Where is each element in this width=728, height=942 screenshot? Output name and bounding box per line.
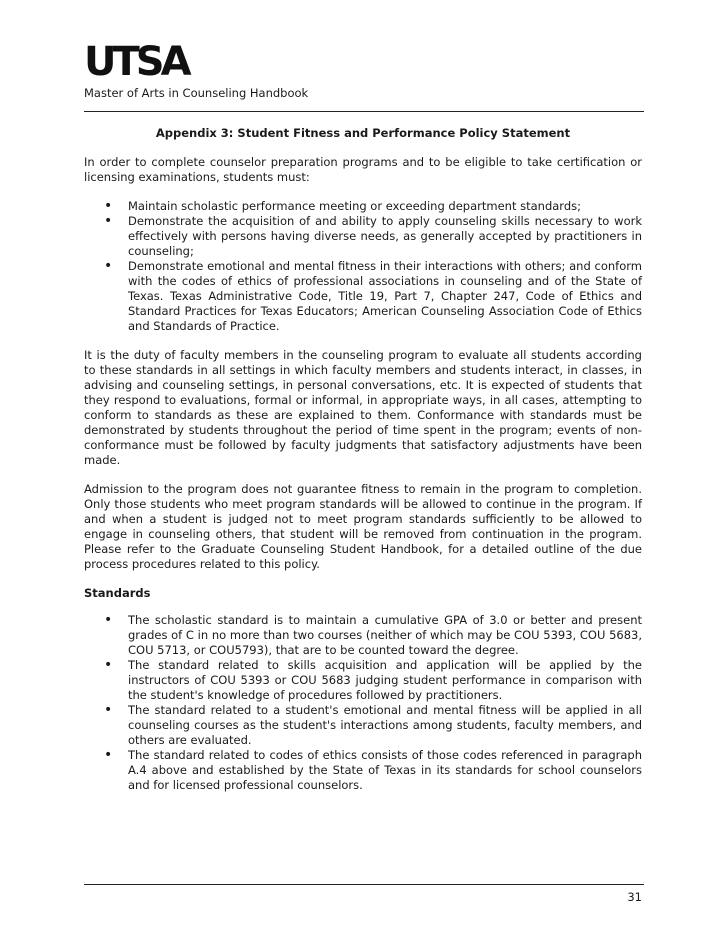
standards-list: [84, 613, 642, 793]
list-item: • The scholastic standard is to maintain a cumulative GPA of 3.0 or better and present grades of C in no more than two courses (neither of which may be COU 5393, COU 5683, COU 5713, or COU5793), that are to be counted toward the degree.: [84, 613, 642, 658]
handbook-subtitle: Master of Arts in Counseling Handbook: [84, 86, 309, 100]
list-item: • Maintain scholastic performance meeting or exceeding department standards;: [84, 199, 642, 214]
admission-paragraph: Admission to the program does not guarantee fitness to remain in the program to completion. Only those students who meet program standards will be allowed to continue in the program. If and when a student is judged not to meet program standards sufficiently to be allowed to engage in counseling others, that student will be removed from continuation in the program. Please refer to the Graduate Counseling Student Handbook, for a detailed outline of the due process procedures related to this policy.: [84, 482, 642, 571]
page-content: [84, 126, 642, 807]
duty-paragraph: It is the duty of faculty members in the counseling program to evaluate all students according to these standards in all settings in which faculty members and students interact, in classes, in advising and counseling settings, in personal conversations, etc. It is expected of students that they respond to evaluations, formal or informal, in appropriate ways, in all cases, attempting to conform to standards as these are explained to them. Conformance with standards must be demonstrated by students throughout the period of time spent in the program; events of non-conformance must be followed by faculty judgments that satisfactory adjustments have been made.: [84, 348, 642, 467]
list-item: • Demonstrate the acquisition of and ability to apply counseling skills necessary to work effectively with persons having diverse needs, as generally accepted by practitioners in counseling;: [84, 214, 642, 259]
header-rule: [84, 111, 644, 112]
list-item: • The standard related to a student's emotional and mental fitness will be applied in all counseling courses as the student's interactions among students, faculty members, and others are evaluated.: [84, 703, 642, 748]
footer-rule: [84, 884, 644, 885]
page-number: 31: [627, 890, 642, 904]
list-item: • The standard related to skills acquisition and application will be applied by the instructors of COU 5393 or COU 5683 judging student performance in comparison with the student's knowledge of procedures followed by practitioners.: [84, 658, 642, 703]
standards-heading: Standards: [84, 586, 151, 600]
intro-paragraph: In order to complete counselor preparation programs and to be eligible to take certification or licensing examinations, students must:: [84, 155, 642, 184]
page-title: Appendix 3: Student Fitness and Performance Policy Statement: [155, 126, 571, 140]
list-item: • The standard related to codes of ethics consists of those codes referenced in paragraph A.4 above and established by the State of Texas in its standards for school counselors and for licensed professional counselors.: [84, 748, 642, 793]
requirements-list: [84, 199, 642, 334]
utsa-logo: UTSA: [84, 39, 188, 85]
list-item: • Demonstrate emotional and mental fitness in their interactions with others; and conform with the codes of ethics of professional associations in counseling and of the State of Texas. Texas Administrative Code, Title 19, Part 7, Chapter 247, Code of Ethics and Standard Practices for Texas Educators; American Counseling Association Code of Ethics and Standards of Practice.: [84, 259, 642, 334]
